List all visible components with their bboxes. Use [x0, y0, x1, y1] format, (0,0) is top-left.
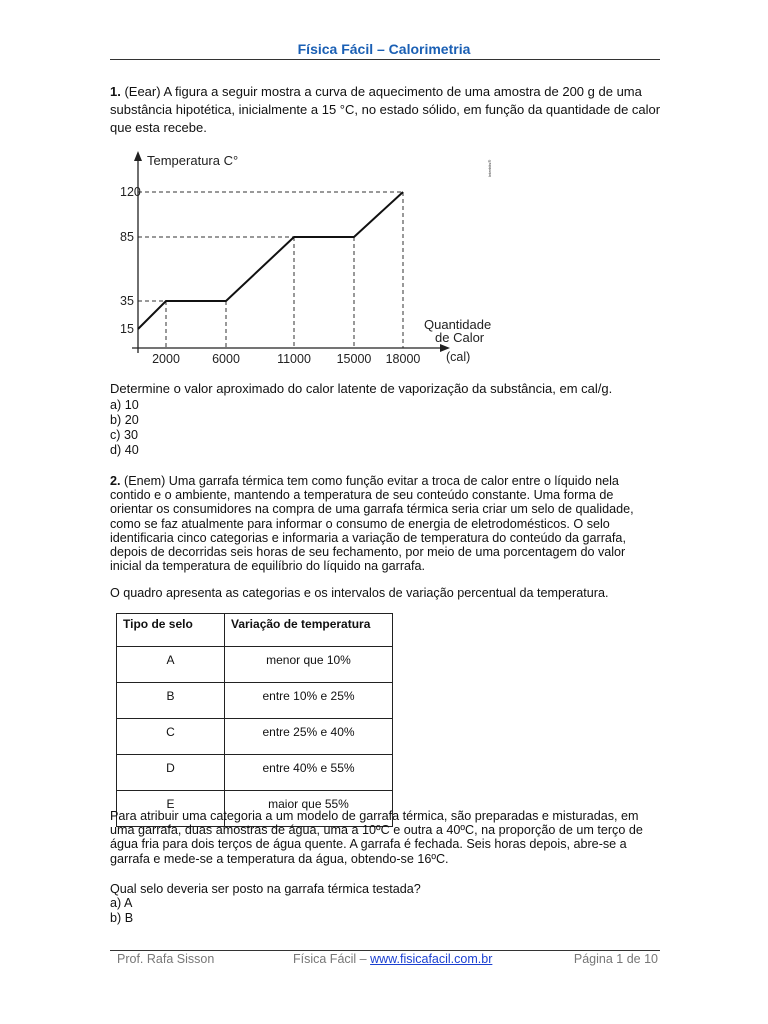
table-cell: entre 25% e 40%: [225, 719, 393, 755]
table-cell: E: [117, 791, 225, 827]
x-tick-label: 11000: [277, 352, 311, 366]
x-tick-label: 6000: [212, 352, 240, 366]
y-tick-label: 15: [120, 322, 134, 336]
heating-curve-chart: [110, 145, 510, 370]
question-2-prompt: Qual selo deveria ser posto na garrafa térmica testada?: [110, 882, 421, 896]
question-2-option-b: b) B: [110, 911, 134, 925]
question-2-number: 2.: [110, 474, 121, 488]
footer-site-link[interactable]: www.fisicafacil.com.br: [370, 952, 493, 966]
footer-author: Prof. Rafa Sisson: [117, 952, 215, 966]
table-cell: entre 40% e 55%: [225, 755, 393, 791]
x-axis-unit: (cal): [446, 350, 471, 364]
y-tick-label: 120: [120, 185, 141, 199]
y-tick-label: 35: [120, 294, 134, 308]
x-axis-label-line1: Quantidade: [424, 317, 492, 332]
footer-divider: [110, 950, 660, 951]
question-1-option-a: a) 10: [110, 398, 139, 412]
interbits-watermark: Interbits®: [487, 159, 492, 177]
question-1-text: (Eear) A figura a seguir mostra a curva de aquecimento de uma amostra de 200 g de uma substância hipotética, inicialmente a 15 °C, no estado sólido, em função da quantidade de calor que esta recebe.: [110, 84, 661, 135]
x-axis-label-line2: de Calor: [435, 330, 485, 345]
table-header-cell: Variação de temperatura: [225, 614, 393, 647]
table-cell: entre 10% e 25%: [225, 683, 393, 719]
page-header-title: Física Fácil – Calorimetria: [297, 41, 471, 57]
footer-site: [293, 952, 492, 966]
table-cell: C: [117, 719, 225, 755]
y-tick-label: 85: [120, 230, 134, 244]
table-cell: A: [117, 647, 225, 683]
footer-page-number: Página 1 de 10: [573, 952, 658, 966]
question-1-prompt: Determine o valor aproximado do calor latente de vaporização da substância, em cal/g.: [110, 381, 613, 396]
question-2-table-intro: O quadro apresenta as categorias e os intervalos de variação percentual da temperatura.: [110, 586, 609, 600]
question-1-option-c: c) 30: [110, 428, 138, 442]
question-1-option-b: b) 20: [110, 413, 139, 427]
question-2-text: (Enem) Uma garrafa térmica tem como função evitar a troca de calor entre o líquido nela contido e o ambiente, mantendo a temperatura de seu conteúdo constante. Uma forma de orientar os consumidores na compra de uma garrafa térmica seria criar um selo de qualidade, como se faz atualmente para informar o consumo de energia de eletrodomésticos. O selo identificaria cinco categorias e informaria a variação de temperatura do conteúdo da garrafa, depois de decorridas seis horas de seu fechamento, por meio de uma porcentagem do valor inicial da temperatura de equilíbrio do líquido na garrafa.: [110, 474, 634, 574]
question-2-text-continued: Para atribuir uma categoria a um modelo de garrafa térmica, são preparadas e misturadas, em uma garrafa, duas amostras de água, uma a 10ºC e outra a 40ºC, na proporção de um terço de água fria para dois terços de água quente. A garrafa é fechada. Seis horas depois, abre-se a garrafa e mede-se a temperatura da água, obtendo-se 16ºC.: [110, 809, 643, 866]
heating-curve-line: [138, 192, 403, 329]
table-header-row: [117, 614, 393, 647]
table-row: [117, 647, 393, 683]
question-1-number: 1.: [110, 84, 121, 99]
x-tick-label: 15000: [336, 352, 372, 366]
question-2-option-a: a) A: [110, 896, 133, 910]
table-row: [117, 683, 393, 719]
table-cell: D: [117, 755, 225, 791]
table-row: [117, 719, 393, 755]
seal-categories-table: [116, 613, 393, 827]
x-tick-label: 18000: [385, 352, 421, 366]
table-header-cell: Tipo de selo: [117, 614, 225, 647]
table-cell: menor que 10%: [225, 647, 393, 683]
x-tick-label: 2000: [152, 352, 180, 366]
table-row: [117, 755, 393, 791]
footer-site-prefix: Física Fácil –: [293, 952, 371, 966]
header-divider: [110, 59, 660, 60]
y-axis-label: Temperatura C°: [147, 153, 239, 168]
y-axis-arrow-icon: [134, 151, 142, 161]
table-cell: maior que 55%: [225, 791, 393, 827]
question-2-statement: [110, 474, 658, 573]
table-cell: B: [117, 683, 225, 719]
question-1-statement: [110, 83, 670, 137]
question-1-option-d: d) 40: [110, 443, 139, 457]
